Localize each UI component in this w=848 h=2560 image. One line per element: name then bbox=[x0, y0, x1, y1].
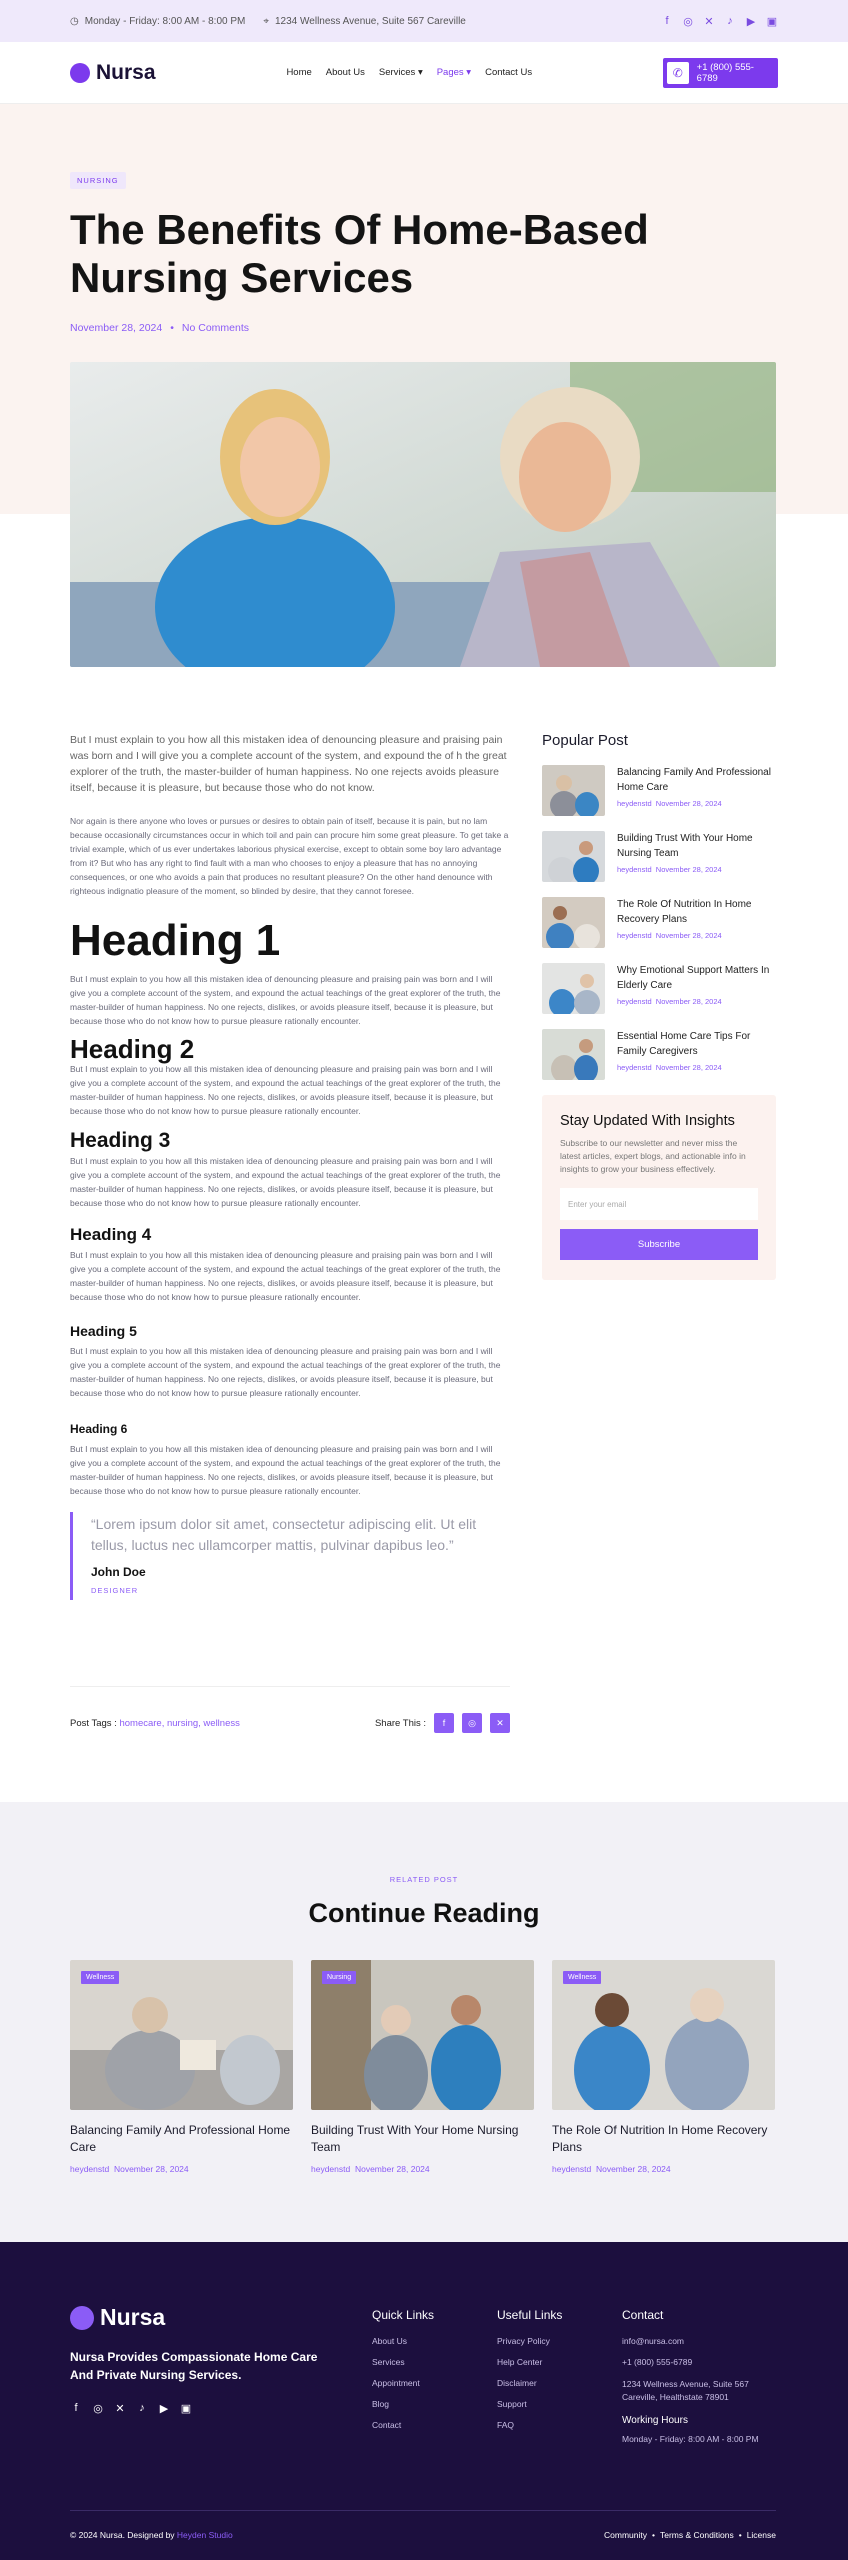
nav-pages-label: Pages bbox=[436, 67, 464, 78]
post-meta bbox=[617, 799, 776, 808]
heading-4: Heading 4 bbox=[70, 1225, 152, 1244]
popular-post-item[interactable] bbox=[542, 765, 776, 816]
linkedin-icon[interactable]: ▣ bbox=[766, 15, 778, 28]
paragraph: But I must explain to you how all this mistaken idea of denouncing pleasure and praising pain was born and I will give you a complete account of the system, and expound the actual teachings of the great explorer of the truth, the master-builder of human happiness. No one rejects, dislikes, or avoids pleasure itself, because it is pleasure, but because those who do not know how to pursue pleasure rationally encounter. bbox=[70, 1156, 501, 1208]
post-thumbnail[interactable] bbox=[542, 831, 605, 882]
paragraph: But I must explain to you how all this mistaken idea of denouncing pleasure and praising pain was born and I will give you a complete account of the system, and expound the actual teachings of the great explorer of the truth, the master-builder of human happiness. No one rejects, dislikes, or avoids pleasure itself, because it is pleasure, but because those who do not know how to pursue pleasure rationally encounter. bbox=[70, 1064, 501, 1116]
card-image[interactable] bbox=[70, 1960, 293, 2110]
location-pin-icon: ⌖ bbox=[263, 15, 269, 27]
footer-tagline: Nursa Provides Compassionate Home Care And Private Nursing Services. bbox=[70, 2350, 318, 2382]
paragraph: Nor again is there anyone who loves or pursues or desires to obtain pain of itself, because it is pain, but no lam because occasionally circumstances occur in which toil and pain can procure him some great pleasure. To get take a trivial example, which of us ever undertakes laborious physical exercise, except to obtain some boy laro advantage from it? But who has any right to find fault with a man who chooses to enjoy a pleasure that has no annoying consequences, or one who avoids a pain that produces no resultant pleasure? On the other hand denounce with righteous indignatio pleasure of the moment, so blinded by desire, that they cannot foresee. bbox=[70, 816, 509, 896]
facebook-icon[interactable]: f bbox=[74, 2402, 78, 2414]
contact-column bbox=[622, 2308, 776, 2455]
post-tags bbox=[70, 1718, 240, 1729]
card-date: November 28, 2024 bbox=[595, 2164, 671, 2174]
post-title[interactable]: Building Trust With Your Home Nursing Team bbox=[617, 833, 753, 859]
quote-author: John Doe bbox=[91, 1565, 146, 1579]
related-card[interactable] bbox=[552, 1960, 775, 2174]
footer-link[interactable]: About Us bbox=[372, 2336, 407, 2346]
paragraph: But I must explain to you how all this mistaken idea of denouncing pleasure and praising pain was born and I will give you a complete account of the system, and expound the actual teachings of the great explorer of the truth, the master-builder of human happiness. No one rejects, dislikes, or avoids pleasure itself, because it is pleasure, but because those who do not know how to pursue pleasure rationally encounter. bbox=[70, 1250, 501, 1302]
designer-link[interactable]: Heyden Studio bbox=[176, 2530, 233, 2540]
youtube-icon[interactable]: ▶ bbox=[746, 15, 756, 28]
license-link[interactable]: License bbox=[746, 2530, 776, 2540]
quick-links-title: Quick Links bbox=[372, 2308, 435, 2322]
footer-socials bbox=[70, 2402, 192, 2414]
post-thumbnail[interactable] bbox=[542, 897, 605, 948]
linkedin-icon[interactable]: ▣ bbox=[180, 2402, 192, 2415]
email-input[interactable]: Enter your email bbox=[560, 1188, 758, 1220]
tags-label: Post Tags : bbox=[70, 1717, 117, 1729]
useful-links bbox=[497, 2308, 562, 2441]
card-meta bbox=[552, 2164, 775, 2174]
subscribe-button[interactable]: Subscribe bbox=[560, 1229, 758, 1260]
post-date: November 28, 2024 bbox=[655, 931, 722, 940]
post-date: November 28, 2024 bbox=[655, 799, 722, 808]
chevron-down-icon: ▾ bbox=[466, 67, 472, 78]
heading-6: Heading 6 bbox=[70, 1422, 128, 1436]
share-facebook-icon[interactable]: f bbox=[434, 1713, 454, 1733]
post-date: November 28, 2024 bbox=[655, 1063, 722, 1072]
post-footer bbox=[70, 1686, 510, 1733]
post-title[interactable]: Essential Home Care Tips For Family Caregivers bbox=[617, 1031, 751, 1057]
phone-icon: ✆ bbox=[667, 62, 689, 84]
card-category[interactable]: Wellness bbox=[81, 1971, 119, 1984]
post-date: November 28, 2024 bbox=[655, 865, 722, 874]
paragraph: But I must explain to you how all this mistaken idea of denouncing pleasure and praising pain was born and I will give you a complete account of the system, and expound the actual teachings of the great explorer of the truth, the master-builder of human happiness. No one rejects, dislikes, or avoids pleasure itself, because it is pleasure, but because those who do not know how to pursue pleasure rationally encounter. bbox=[70, 1444, 501, 1496]
post-meta bbox=[70, 322, 249, 334]
heading-2: Heading 2 bbox=[70, 1034, 195, 1064]
card-date: November 28, 2024 bbox=[354, 2164, 430, 2174]
footer-link[interactable]: Contact bbox=[372, 2420, 402, 2430]
phone-number: +1 (800) 555-6789 bbox=[696, 61, 754, 84]
card-author[interactable]: heydenstd bbox=[552, 2164, 592, 2174]
post-author[interactable]: heydenstd bbox=[617, 997, 652, 1006]
card-title[interactable]: Balancing Family And Professional Home Care bbox=[70, 2123, 291, 2154]
nav-services-label: Services bbox=[378, 67, 416, 78]
popular-post-item[interactable] bbox=[542, 963, 776, 1014]
nav-services[interactable] bbox=[379, 67, 423, 78]
meta-separator: • bbox=[170, 322, 174, 334]
logo-icon bbox=[70, 2306, 94, 2330]
page-title: The Benefits Of Home-Based Nursing Services bbox=[70, 206, 649, 301]
footer-link[interactable]: Disclaimer bbox=[497, 2378, 537, 2388]
main-nav bbox=[286, 67, 532, 78]
post-thumbnail[interactable] bbox=[542, 963, 605, 1014]
chevron-down-icon: ▾ bbox=[417, 67, 423, 78]
contact-phone[interactable]: +1 (800) 555-6789 bbox=[622, 2357, 693, 2367]
card-image[interactable] bbox=[311, 1960, 534, 2110]
article-body bbox=[70, 732, 510, 1600]
share-instagram-icon[interactable]: ◎ bbox=[462, 1713, 482, 1733]
post-title[interactable]: Why Emotional Support Matters In Elderly Care bbox=[617, 965, 770, 991]
site-footer bbox=[0, 2242, 848, 2560]
category-badge[interactable]: NURSING bbox=[70, 172, 126, 189]
card-meta bbox=[70, 2164, 293, 2174]
instagram-icon[interactable]: ◎ bbox=[683, 15, 693, 28]
featured-image bbox=[70, 362, 776, 667]
share-bar bbox=[375, 1713, 510, 1733]
x-icon[interactable]: ✕ bbox=[115, 2402, 125, 2415]
instagram-icon[interactable]: ◎ bbox=[93, 2402, 103, 2415]
card-title[interactable]: Building Trust With Your Home Nursing Team bbox=[311, 2123, 519, 2154]
newsletter-box bbox=[542, 1095, 776, 1280]
popular-post-title: Popular Post bbox=[542, 732, 628, 749]
quote-text: “Lorem ipsum dolor sit amet, consectetur adipiscing elit. Ut elit tellus, luctus nec ullamcorper mattis, pulvinar dapibus leo.” bbox=[91, 1516, 477, 1553]
working-hours-title: Working Hours bbox=[622, 2415, 688, 2426]
sidebar bbox=[542, 732, 776, 1280]
nav-about[interactable]: About Us bbox=[325, 67, 365, 78]
footer-link[interactable]: Services bbox=[372, 2357, 405, 2367]
related-posts-section bbox=[0, 1802, 848, 2242]
footer-link[interactable]: Privacy Policy bbox=[497, 2336, 550, 2346]
related-title: Continue Reading bbox=[308, 1898, 540, 1928]
x-icon[interactable]: ✕ bbox=[704, 15, 714, 28]
footer-bottom bbox=[70, 2510, 776, 2540]
post-date: November 28, 2024 bbox=[655, 997, 722, 1006]
copyright-text: © 2024 Nursa. Designed by bbox=[70, 2530, 175, 2540]
post-author[interactable]: heydenstd bbox=[617, 1063, 652, 1072]
card-meta bbox=[311, 2164, 534, 2174]
footer-link[interactable]: Appointment bbox=[372, 2378, 420, 2388]
link-separator: • bbox=[652, 2530, 655, 2540]
card-date: November 28, 2024 bbox=[113, 2164, 189, 2174]
card-image[interactable] bbox=[552, 1960, 775, 2110]
heading-3: Heading 3 bbox=[70, 1129, 171, 1152]
tiktok-icon[interactable]: ♪ bbox=[727, 15, 733, 27]
card-author[interactable]: heydenstd bbox=[311, 2164, 351, 2174]
site-header bbox=[0, 42, 848, 104]
youtube-icon[interactable]: ▶ bbox=[159, 2402, 169, 2415]
terms-link[interactable]: Terms & Conditions bbox=[660, 2530, 734, 2540]
post-thumbnail[interactable] bbox=[542, 765, 605, 816]
post-author[interactable]: heydenstd bbox=[617, 799, 652, 808]
contact-email[interactable]: info@nursa.com bbox=[622, 2336, 685, 2346]
popular-post-item[interactable] bbox=[542, 1029, 776, 1080]
useful-links-title: Useful Links bbox=[497, 2308, 563, 2322]
copyright bbox=[70, 2530, 233, 2540]
related-label: RELATED POST bbox=[389, 1875, 459, 1884]
footer-link[interactable]: Help Center bbox=[497, 2357, 543, 2367]
post-author[interactable]: heydenstd bbox=[617, 865, 652, 874]
nav-pages[interactable] bbox=[437, 67, 471, 78]
post-date: November 28, 2024 bbox=[70, 322, 163, 334]
footer-logo[interactable] bbox=[70, 2304, 165, 2331]
heading-5: Heading 5 bbox=[70, 1323, 137, 1339]
card-title[interactable]: The Role Of Nutrition In Home Recovery Plans bbox=[552, 2123, 768, 2154]
contact-title: Contact bbox=[622, 2308, 664, 2322]
clock-icon: ◷ bbox=[70, 15, 79, 27]
footer-link[interactable]: FAQ bbox=[497, 2420, 515, 2430]
footer-link[interactable]: Blog bbox=[372, 2399, 390, 2409]
post-meta bbox=[617, 865, 776, 874]
post-author[interactable]: heydenstd bbox=[617, 931, 652, 940]
newsletter-text: Subscribe to our newsletter and never miss the latest articles, expert blogs, and actionable info in insights to grow your business effectively. bbox=[560, 1138, 746, 1174]
blockquote bbox=[70, 1512, 510, 1600]
post-meta bbox=[617, 1063, 776, 1072]
post-title[interactable]: Balancing Family And Professional Home Care bbox=[617, 767, 771, 793]
nav-home[interactable]: Home bbox=[286, 67, 312, 78]
card-author[interactable]: heydenstd bbox=[70, 2164, 110, 2174]
related-card[interactable] bbox=[70, 1960, 293, 2174]
card-category[interactable]: Wellness bbox=[563, 1971, 601, 1984]
share-label: Share This : bbox=[374, 1717, 426, 1729]
top-info-bar bbox=[0, 0, 848, 42]
popular-post-item[interactable] bbox=[542, 897, 776, 948]
logo[interactable] bbox=[70, 61, 156, 85]
contact-address: 1234 Wellness Avenue, Suite 567 Careville, Healthstate 78901 bbox=[622, 2379, 749, 2402]
nav-contact[interactable]: Contact Us bbox=[485, 67, 533, 78]
post-meta bbox=[617, 931, 776, 940]
tiktok-icon[interactable]: ♪ bbox=[139, 2402, 145, 2414]
footer-link[interactable]: Support bbox=[497, 2399, 527, 2409]
tag-links[interactable]: homecare, nursing, wellness bbox=[119, 1717, 240, 1729]
share-x-icon[interactable]: ✕ bbox=[490, 1713, 510, 1733]
paragraph: But I must explain to you how all this mistaken idea of denouncing pleasure and praising pain was born and I will give you a complete account of the system, and expound the actual teachings of the great explorer of the truth, the master-builder of human happiness. No one rejects, dislikes, or avoids pleasure itself, because it is pleasure, but because those who do not know how to pursue pleasure rationally encounter. bbox=[70, 1346, 501, 1398]
facebook-icon[interactable]: f bbox=[665, 15, 669, 27]
paragraph: But I must explain to you how all this mistaken idea of denouncing pleasure and praising pain was born and I will give you a complete account of the system, and expound the actual teachings of the great explorer of the truth, the master-builder of human happiness. No one rejects, dislikes, or avoids pleasure itself, because it is pleasure, but because those who do not know how to pursue pleasure rationally encounter. bbox=[70, 974, 501, 1026]
footer-logo-text: Nursa bbox=[100, 2304, 166, 2330]
logo-icon bbox=[70, 63, 90, 83]
related-card[interactable] bbox=[311, 1960, 534, 2174]
popular-post-item[interactable] bbox=[542, 831, 776, 882]
newsletter-title: Stay Updated With Insights bbox=[560, 1113, 735, 1129]
link-separator: • bbox=[738, 2530, 742, 2540]
post-title[interactable]: The Role Of Nutrition In Home Recovery Plans bbox=[617, 899, 752, 925]
heading-1: Heading 1 bbox=[70, 916, 281, 965]
quote-role: DESIGNER bbox=[91, 1586, 139, 1595]
post-thumbnail[interactable] bbox=[542, 1029, 605, 1080]
logo-text: Nursa bbox=[96, 60, 156, 84]
card-category[interactable]: Nursing bbox=[322, 1971, 356, 1984]
working-hours: Monday - Friday: 8:00 AM - 8:00 PM bbox=[622, 2434, 759, 2444]
working-hours: Monday - Friday: 8:00 AM - 8:00 PM bbox=[84, 15, 246, 27]
post-meta bbox=[617, 997, 776, 1006]
lead-paragraph: But I must explain to you how all this mistaken idea of denouncing pleasure and praising pain was born and I will give you a complete account of the system, and expound the of h the great explorer of the truth, the master-builder of human happiness. No one rejects avoids pleasure itself, because it is pleasure, but because those who do not know. bbox=[70, 734, 507, 794]
post-comments[interactable]: No Comments bbox=[181, 322, 250, 334]
community-link[interactable]: Community bbox=[604, 2530, 648, 2540]
quick-links bbox=[372, 2308, 434, 2441]
address: 1234 Wellness Avenue, Suite 567 Careville bbox=[275, 15, 466, 27]
phone-button[interactable] bbox=[663, 58, 778, 88]
